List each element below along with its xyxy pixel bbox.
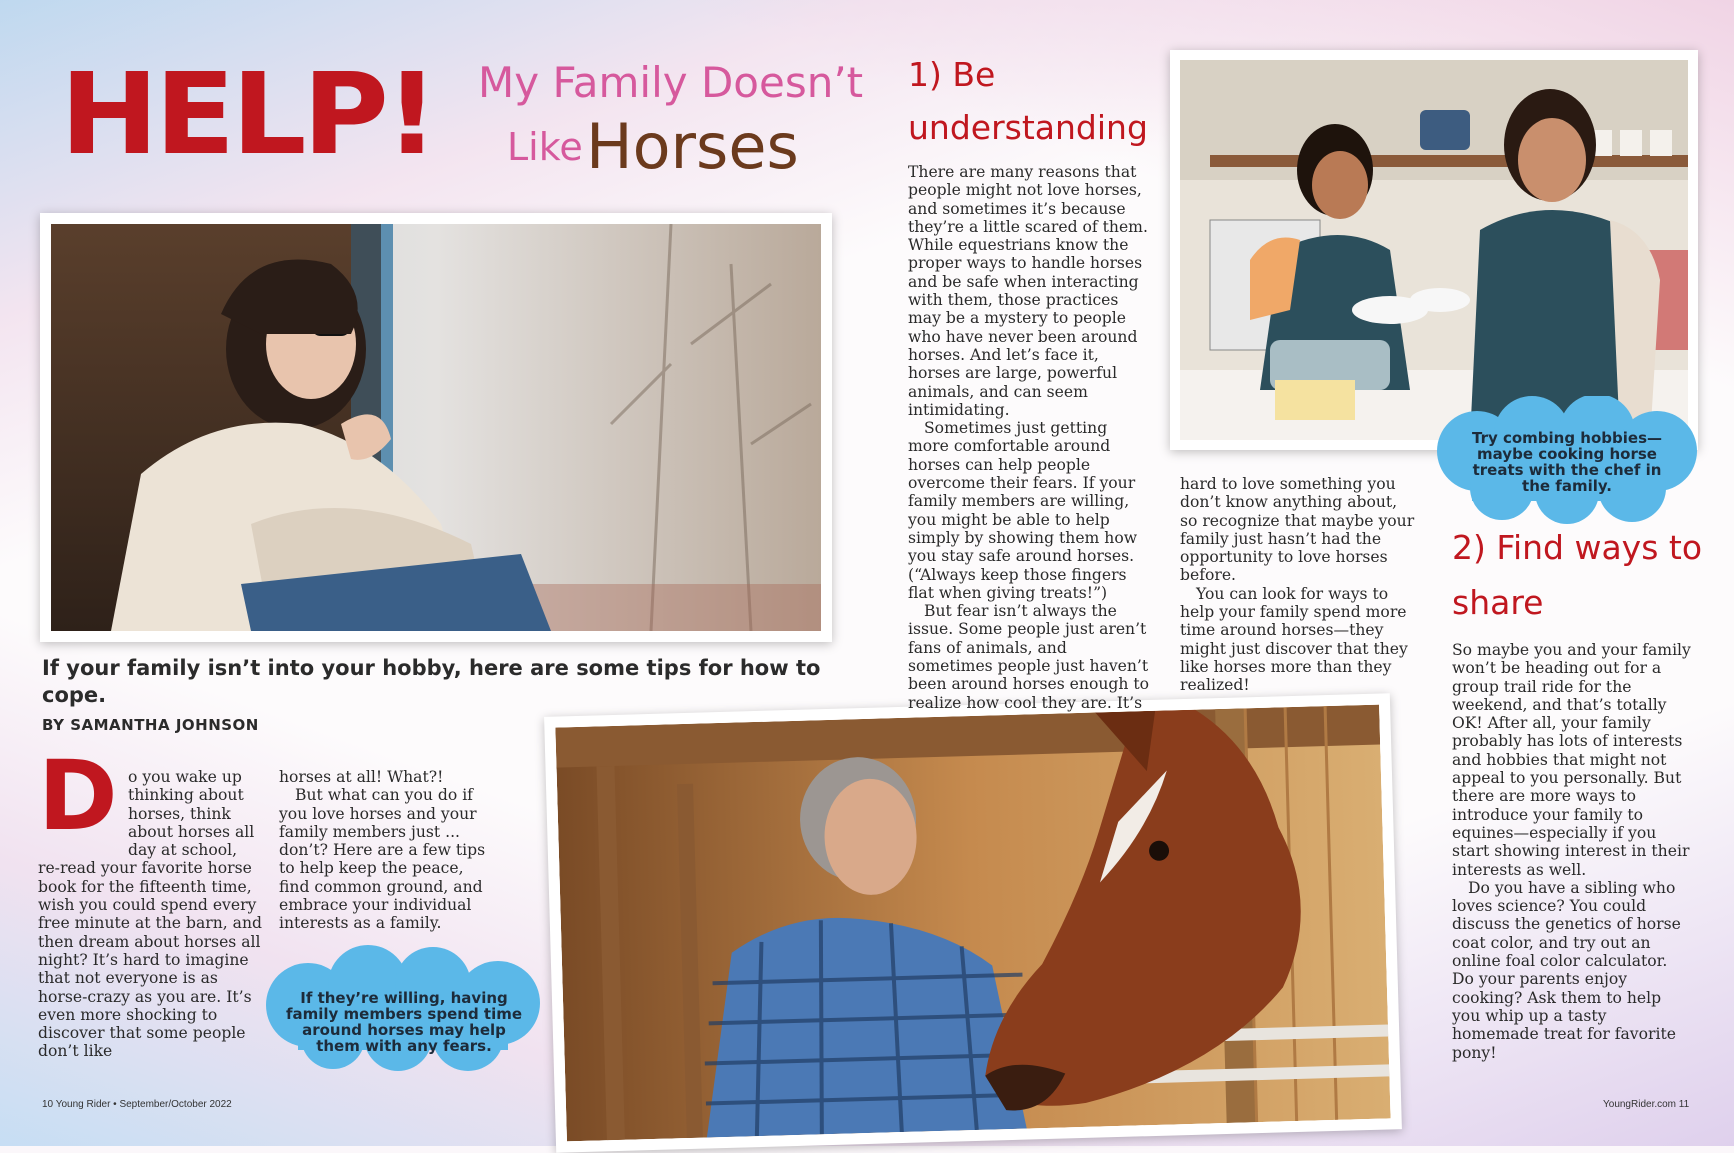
intro-column-1 — [38, 768, 263, 1061]
body-paragraph: But fear isn’t always the issue. Some people just aren’t fans of animals, and sometimes people just haven’t been around horses enough to realize how cool they are. It’s — [908, 602, 1150, 712]
callout-text-1: If they’re willing, having family members spend time around horses may help them with any fears. — [285, 989, 523, 1055]
body-paragraph: There are many reasons that people might not love horses, and sometimes it’s because they’re a little scared of them. While equestrians know the proper ways to handle horses and be safe when interacting with them, those practices may be a mystery to people who have never been around horses. And let’s face it, horses are large, powerful animals, and can seem intimidating. — [908, 163, 1148, 419]
headline-subtitle-horses: Horses — [586, 110, 799, 183]
intro-line: o you wake up — [128, 768, 242, 786]
callout-cloud-1 — [258, 945, 550, 1073]
article-deck: If your family isn’t into your hobby, here are some tips for how to cope. — [42, 656, 821, 707]
body-paragraph: hard to love something you don’t know anything about, so recognize that maybe your family just hasn’t had the opportunity to love horses before. — [1180, 475, 1415, 585]
body-paragraph: So maybe you and your family won’t be heading out for a group trail ride for the weekend, and that’s totally OK! After all, your family probably has lots of interests and hobbies that might not appeal to you personally. But there are more ways to introduce your family to equines—especially if you start showing interest in their interests as well. — [1452, 641, 1691, 879]
section-1-heading-line1: 1) Be — [908, 55, 996, 94]
folio-left: 10 Young Rider • September/October 2022 — [42, 1099, 232, 1110]
headline-subtitle-like: Like — [507, 125, 583, 169]
body-paragraph: Sometimes just getting more comfortable around horses can help people overcome their fears. If your family members are willing, you might be able to help simply by showing them how you stay safe around horses. (“Always keep those fingers flat when giving treats!”) — [908, 419, 1138, 602]
body-paragraph: You can look for ways to help your family spend more time around horses—they might just discover that they like horses more than they realized! — [1180, 584, 1408, 695]
section-1-heading-line2: understanding — [908, 108, 1148, 147]
photo-cooking — [1170, 50, 1698, 450]
section-1-column-a — [908, 163, 1150, 712]
intro-line: day at school, — [128, 841, 238, 860]
body-paragraph: Do you have a sibling who loves science? You could discuss the genetics of horse coat color, and try out an online foal color calculator. Do your parents enjoy cooking? Ask them to help you whip up a tasty homemade treat for favorite pony! — [1452, 878, 1681, 1062]
section-2-column — [1452, 641, 1692, 1062]
intro-line: thinking about — [128, 786, 244, 805]
intro-column-2 — [279, 768, 494, 933]
byline: BY SAMANTHA JOHNSON — [42, 716, 259, 734]
intro-paragraph: re-read your favorite horse book for the fifteenth time, wish you could spend every free minute at the barn, and then dream about horses all night? It’s hard to imagine that not everyone is as horse-crazy as you are. It’s even more shocking to discover that some people don’t like — [38, 859, 262, 1061]
intro-paragraph: But what can you do if you love horses and your family members just ... don’t? Here are a few tips to help keep the peace, find common ground, and embrace your individual interests as a family. — [279, 786, 486, 933]
callout-text-2: Try combing hobbies—maybe cooking horse treats with the chef in the family. — [1471, 429, 1663, 495]
folio-right: YoungRider.com 11 — [1603, 1099, 1690, 1110]
headline-help: HELP! — [60, 48, 435, 180]
section-2-heading-line2: share — [1452, 583, 1544, 622]
section-2-heading-line1: 2) Find ways to — [1452, 528, 1703, 567]
photo-girl-window — [40, 213, 832, 642]
intro-line: horses, think — [128, 804, 231, 823]
photo-man-horse — [544, 693, 1402, 1152]
section-1-column-b — [1180, 475, 1415, 695]
headline-subtitle-line1: My Family Doesn’t — [478, 58, 864, 107]
intro-line: about horses all — [128, 822, 255, 841]
drop-cap: D — [38, 740, 118, 852]
intro-paragraph: horses at all! What?! — [279, 768, 444, 786]
callout-cloud-2 — [1432, 396, 1702, 526]
